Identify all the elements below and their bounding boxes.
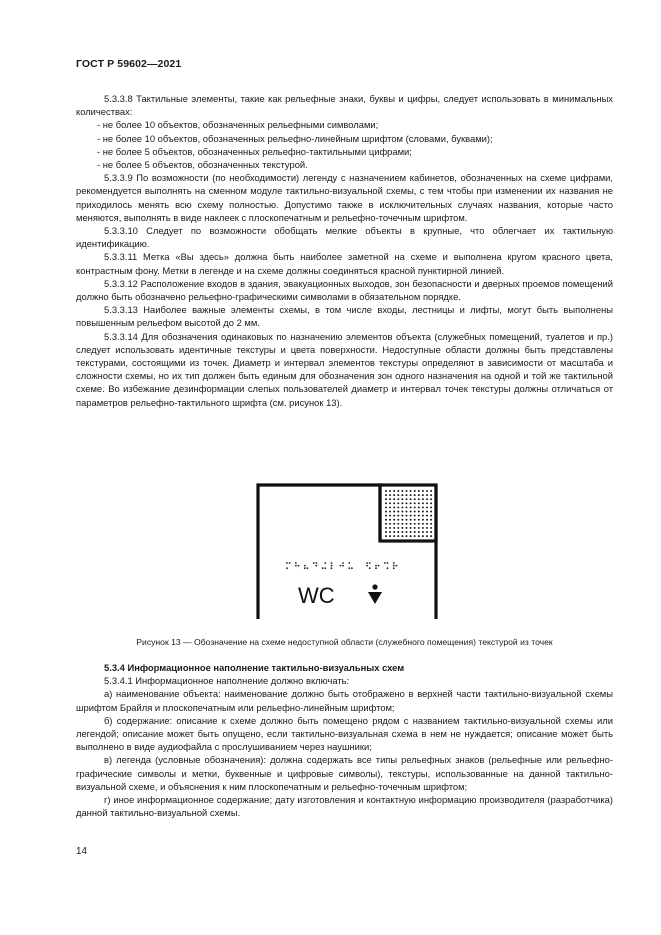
paragraph: в) легенда (условные обозначения): должна содержать все типы рельефных знаков (рельефные или рельефно-графические символы и метки, буквенные и цифровые символы), текстуры, использованные на данной тактильно-визуальной схеме, и объяснения к ним плоскопечатным и рельефно-точечным шрифтом;	[76, 754, 613, 792]
paragraph: 5.3.4.1 Информационное наполнение должно включать:	[104, 675, 350, 687]
braille-label	[286, 562, 397, 569]
paragraph: г) иное информационное содержание; дату изготовления и контактную информацию производителя (разработчика) данной тактильно-визуальной схемы.	[76, 794, 613, 819]
paragraph: - не более 5 объектов, обозначенных текстурой.	[97, 159, 308, 171]
paragraph: - не более 10 объектов, обозначенных рельефными символами;	[97, 119, 379, 131]
body-text-bottom	[76, 661, 613, 819]
paragraph: 5.3.3.13 Наиболее важные элементы схемы, в том числе входы, лестницы и лифты, могут быть выполнены повышенным рельефом высотой до 2 мм.	[76, 304, 613, 329]
dot-texture	[385, 490, 432, 537]
paragraph: 5.3.3.12 Расположение входов в здания, эвакуационных выходов, зон безопасности и дверных проемов помещений должно быть обозначено рельефно-графическими символами в обязательном порядке.	[76, 277, 613, 303]
paragraph: 5.3.3.14 Для обозначения одинаковых по назначению элементов объекта (служебных помещений, туалетов и пр.) следует использовать идентичные текстуры и цвета поверхности. Недоступные области должны быть представлены текстурами, состоящими из точек. Диаметр и интервал элементов текстуры определяют в зависимости от масштаба и сложности схемы, но их тип должен быть единым для обозначения зон одного назначения на одной и той же тактильной схеме. Во избежание дезинформации слепых пользователей диаметр и интервал точек текстуры должны отличаться от параметров рельефно-тактильного шрифта (см. рисунок 13).	[76, 330, 613, 408]
figure-caption: Рисунок 13 — Обозначение на схеме недоступной области (служебного помещения) текстурой из точек	[136, 637, 553, 647]
paragraph: 5.3.3.8 Тактильные элементы, такие как рельефные знаки, буквы и цифры, следует использовать в минимальных количествах:	[76, 93, 613, 118]
paragraph: а) наименование объекта: наименование должно быть отображено в верхней части тактильно-визуальной схемы шрифтом Брайля и плоскопечатным или рельефно-линейным шрифтом;	[76, 688, 613, 713]
wc-label: WC	[298, 583, 335, 608]
paragraph: 5.3.3.11 Метка «Вы здесь» должна быть наиболее заметной на схеме и выполнена кругом красного цвета, контрастным фону. Метки в легенде и на схеме должны соединяться красной пунктирной линией.	[76, 251, 613, 276]
paragraph: 5.3.3.10 Следует по возможности обобщать мелкие объекты в крупные, что облегчает их тактильную идентификацию.	[76, 225, 613, 250]
page-number: 14	[76, 846, 87, 857]
down-arrow-person-icon	[368, 584, 382, 604]
paragraph: - не более 10 объектов, обозначенных рельефно-линейным шрифтом (словами, буквами);	[97, 132, 493, 144]
body-text-top	[76, 92, 613, 409]
paragraph: б) содержание: описание к схеме должно быть помещено рядом с названием тактильно-визуальной схемы или легендой; описание может быть опущено, если тактильно-визуальная схема в нем не нуждается; описание может быть выполнено в виде аудиофайла с прослушиванием через наушники;	[76, 714, 613, 753]
figure-13-diagram	[256, 483, 438, 619]
standard-header: ГОСТ Р 59602—2021	[76, 58, 182, 70]
paragraph: 5.3.4 Информационное наполнение тактильно-визуальных схем	[104, 662, 405, 673]
paragraph: - не более 5 объектов, обозначенных рельефно-тактильными цифрами;	[97, 145, 412, 157]
paragraph: 5.3.3.9 По возможности (по необходимости) легенду с назначением кабинетов, обозначенных на схеме цифрами, рекомендуется выполнять на сменном модуле тактильно-визуальной схемы, с тем чтобы при изменении их названия не приходилось менять всю схему полностью. Допустимо также в исключительных случаях названия, которые часто меняются, выполнять в виде наклеек с плоскопечатным и рельефно-точечным шрифтом.	[76, 172, 613, 223]
